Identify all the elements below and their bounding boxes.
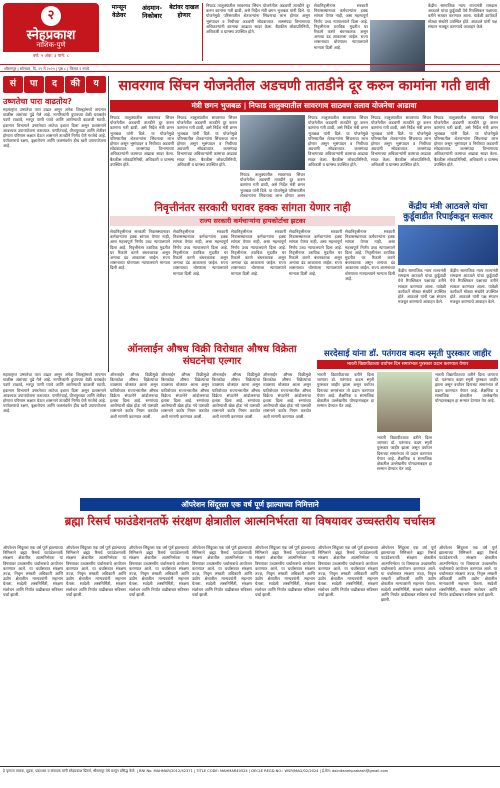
- story4-body-col2: ऑनलाईन औषध विक्रीमुळे किरकोळ औषध विक्रेत्यांचा व्यवसाय धोक्यात आला असून याविरोधात राज्यभरातील औषध विक्रेता संघटनेने आंदोलनाचा इशारा दिला आहे. रुग्णांच्या आरोग्याशी खेळ होऊ नये यासाठी शासनाने कठोर नियम करावेत अशी मागणी करण्यात आली.: [161, 372, 209, 419]
- bottom-body-col1: ऑपरेशन सिंदूरला एक वर्ष पूर्ण झाल्याच्या निमित्ताने ब्रह्मा रिसर्च फाउंडेशनतर्फे संरक्षण क्षेत्रातील आत्मनिर्भरता या विषयावर उच्चस्तरीय चर्चासत्राचे आयोजन करण्यात आले. या चर्चासत्रात संरक्षण तज्ज्ञ, निवृत्त लष्करी अधिकारी आणि उद्योग क्षेत्रातील मान्यवरांनी सहभाग घेतला. स्वदेशी शस्त्रनिर्मिती, संरक्षण संशोधन आणि निर्यात वाढीबाबत सविस्तर चर्चा झाली.: [3, 545, 63, 597]
- story5-headline: सरदेसाई यांना डॉ. पतंगराव कदम स्मृती पुरस्कार जाहीर: [323, 348, 492, 358]
- bottom-body-col5: ऑपरेशन सिंदूरला एक वर्ष पूर्ण झाल्याच्या निमित्ताने ब्रह्मा रिसर्च फाउंडेशनतर्फे संरक्षण क्षेत्रातील आत्मनिर्भरता या विषयावर उच्चस्तरीय चर्चासत्राचे आयोजन करण्यात आले. या चर्चासत्रात संरक्षण तज्ज्ञ, निवृत्त लष्करी अधिकारी आणि उद्योग क्षेत्रातील मान्यवरांनी सहभाग घेतला. स्वदेशी शस्त्रनिर्मिती, संरक्षण संशोधन आणि निर्यात वाढीबाबत सविस्तर चर्चा झाली.: [255, 545, 315, 597]
- story5-subhead: भारती विद्यापीठाच्या वर्धापन दिन समारंभात पुरस्कार प्रदान करण्यात येणार: [317, 360, 498, 369]
- lead-body-col2: निफाड तालुक्यातील सावरगाव सिंचन योजनेतील अडचणी तातडीने दूर करुन कामांना गती द्यावी, असे निर्देश मंत्री छगन भुजबळ यांनी दिले. या योजनेमुळे परिसरातील शेतकऱ्यांना सिंचनाचा लाभ होणार असून भूसंपादन व निधीच्या अडचणी सोडवाव्यात. जलसंपदा विभागाच्या अधिकाऱ्यांनी कामाचा आढावा सादर केला. बैठकीस लोकप्रतिनिधी, अधिकारी व ग्रामस्थ उपस्थित होते.: [177, 115, 237, 167]
- bottom-body-col6: ऑपरेशन सिंदूरला एक वर्ष पूर्ण झाल्याच्या निमित्ताने ब्रह्मा रिसर्च फाउंडेशनतर्फे संरक्षण क्षेत्रातील आत्मनिर्भरता या विषयावर उच्चस्तरीय चर्चासत्राचे आयोजन करण्यात आले. या चर्चासत्रात संरक्षण तज्ज्ञ, निवृत्त लष्करी अधिकारी आणि उद्योग क्षेत्रातील मान्यवरांनी सहभाग घेतला. स्वदेशी शस्त्रनिर्मिती, संरक्षण संशोधन आणि निर्यात वाढीबाबत सविस्तर चर्चा झाली.: [318, 545, 378, 597]
- issue-meta: वर्ष: २ अंक: ३ पाने: ८: [3, 52, 99, 61]
- lead-body-col4: निफाड तालुक्यातील सावरगाव सिंचन योजनेतील अडचणी तातडीने दूर करुन कामांना गती द्यावी, असे निर्देश मंत्री छगन भुजबळ यांनी दिले. या योजनेमुळे परिसरातील शेतकऱ्यांना सिंचनाचा लाभ होणार असून भूसंपादन व निधीच्या अडचणी सोडवाव्यात. जलसंपदा विभागाच्या अधिकाऱ्यांनी कामाचा आढावा सादर केला. बैठकीस लोकप्रतिनिधी, अधिकारी व ग्रामस्थ उपस्थित होते.: [308, 115, 368, 167]
- imprint-footer: हे वृत्तपत्र मालक, मुद्रक, प्रकाशक व संपादक यांनी स्नेहप्रकाश प्रिंटर्स, श्रीरामपूर येथे छापून प्रसिद्ध केले. | RNI No. MAHMAR/2012/42371 | TITLE CODE: MAHMAR40524 | DECLE REGD.NO.: WSR/MAG/02/2024 | ई-मेल: dainiksnehprakash@gmail.com: [0, 766, 500, 788]
- story3-photo: [398, 225, 498, 265]
- column-rule: [108, 76, 109, 372]
- masthead-divider: [202, 3, 203, 61]
- story4-body-col1: ऑनलाईन औषध विक्रीमुळे किरकोळ औषध विक्रेत्यांचा व्यवसाय धोक्यात आला असून याविरोधात राज्यभरातील औषध विक्रेता संघटनेने आंदोलनाचा इशारा दिला आहे. रुग्णांच्या आरोग्याशी खेळ होऊ नये यासाठी शासनाने कठोर नियम करावेत अशी मागणी करण्यात आली.: [110, 372, 158, 419]
- bottom-body-col2: ऑपरेशन सिंदूरला एक वर्ष पूर्ण झाल्याच्या निमित्ताने ब्रह्मा रिसर्च फाउंडेशनतर्फे संरक्षण क्षेत्रातील आत्मनिर्भरता या विषयावर उच्चस्तरीय चर्चासत्राचे आयोजन करण्यात आले. या चर्चासत्रात संरक्षण तज्ज्ञ, निवृत्त लष्करी अधिकारी आणि उद्योग क्षेत्रातील मान्यवरांनी सहभाग घेतला. स्वदेशी शस्त्रनिर्मिती, संरक्षण संशोधन आणि निर्यात वाढीबाबत सविस्तर चर्चा झाली.: [66, 545, 126, 597]
- lead-subhead: मंत्री छगन भुजबळ | निफाड तालुक्यातील सावरगाव साठवण तलाव योजनेचा आढावा: [110, 100, 498, 112]
- editorial-banner: [3, 76, 106, 93]
- bottom-body-col8: ऑपरेशन सिंदूरला एक वर्ष पूर्ण झाल्याच्या निमित्ताने ब्रह्मा रिसर्च फाउंडेशनतर्फे संरक्षण क्षेत्रातील आत्मनिर्भरता या विषयावर उच्चस्तरीय चर्चासत्राचे आयोजन करण्यात आले. या चर्चासत्रात संरक्षण तज्ज्ञ, निवृत्त लष्करी अधिकारी आणि उद्योग क्षेत्रातील मान्यवरांनी सहभाग घेतला. स्वदेशी शस्त्रनिर्मिती, संरक्षण संशोधन आणि निर्यात वाढीबाबत सविस्तर चर्चा झाली.: [439, 545, 497, 597]
- story2-body-col3: सेवानिवृत्तीनंतर सरकारी निवासस्थानावर कर्मचाऱ्यांना हक्क सांगता येणार नाही, असा महत्त्वपूर्ण निर्णय उच्च न्यायालयाने दिला आहे. निवृत्तीनंतर ठराविक मुदतीत घर रिकामे करणे बंधनकारक असून अन्यथा दंड आकारला जाईल. राज्य शासनाच्या धोरणाला न्यायालयाने मान्यता दिली आहे.: [231, 229, 286, 276]
- story4-body-col4: ऑनलाईन औषध विक्रीमुळे किरकोळ औषध विक्रेत्यांचा व्यवसाय धोक्यात आला असून याविरोधात राज्यभरातील औषध विक्रेता संघटनेने आंदोलनाचा इशारा दिला आहे. रुग्णांच्या आरोग्याशी खेळ होऊ नये यासाठी शासनाने कठोर नियम करावेत अशी मागणी करण्यात आली.: [263, 372, 311, 419]
- story3-body-col2: केंद्रीय सामाजिक न्याय राज्यमंत्री रामदास आठवले यांचा कुर्डूवाडी येथे रिपब्लिकन पक्षाच्या वतीने सत्कार करण्यात आला. यावेळी कार्यकर्ते मोठ्या संख्येने उपस्थित होते. आठवले यांनी पक्ष संघटन मजबूत करण्याचे आवाहन केले.: [450, 268, 498, 305]
- bottom-body-col4: ऑपरेशन सिंदूरला एक वर्ष पूर्ण झाल्याच्या निमित्ताने ब्रह्मा रिसर्च फाउंडेशनतर्फे संरक्षण क्षेत्रातील आत्मनिर्भरता या विषयावर उच्चस्तरीय चर्चासत्राचे आयोजन करण्यात आले. या चर्चासत्रात संरक्षण तज्ज्ञ, निवृत्त लष्करी अधिकारी आणि उद्योग क्षेत्रातील मान्यवरांनी सहभाग घेतला. स्वदेशी शस्त्रनिर्मिती, संरक्षण संशोधन आणि निर्यात वाढीबाबत सविस्तर चर्चा झाली.: [192, 545, 252, 597]
- lead-headline: सावरगाव सिंचन योजनेतील अडचणी तातडीने दूर करुन कामांना गती द्यावी: [110, 75, 498, 98]
- story5-body-col3: भारती विद्यापीठाच्या वतीने दिला जाणारा डॉ. पतंगराव कदम स्मृती पुरस्कार जाहीर झाला असून वर्धापन दिनाच्या समारंभात तो प्रदान करण्यात येणार आहे. शैक्षणिक व सामाजिक क्षेत्रातील उल्लेखनीय योगदानाबद्दल हा सन्मान देण्यात येत आहे.: [435, 372, 498, 404]
- bottom-headline: ब्रह्मा रिसर्च फाउंडेशनतर्फे संरक्षण क्षेत्रातील आत्मनिर्भरता या विषयावर उच्चस्तरीय चर्चासत्र: [64, 514, 436, 528]
- story3-headline: केंद्रीय मंत्री आठवले यांचा कुर्डूवाडीत रिपाईकडून सत्कार: [403, 202, 493, 222]
- story4-headline: ऑनलाईन औषध विक्री विरोधात औषध विक्रेता संघटनेचा एल्गार: [127, 344, 297, 367]
- editorial-letter: द: [45, 76, 65, 93]
- paper-name: स्नेहप्रकाश: [26, 28, 76, 43]
- bottom-body-col7: ऑपरेशन सिंदूरला एक वर्ष पूर्ण झाल्याच्या निमित्ताने ब्रह्मा रिसर्च फाउंडेशनतर्फे संरक्षण क्षेत्रातील आत्मनिर्भरता या विषयावर उच्चस्तरीय चर्चासत्राचे आयोजन करण्यात आले. या चर्चासत्रात संरक्षण तज्ज्ञ, निवृत्त लष्करी अधिकारी आणि उद्योग क्षेत्रातील मान्यवरांनी सहभाग घेतला. स्वदेशी शस्त्रनिर्मिती, संरक्षण संशोधन आणि निर्यात वाढीबाबत सविस्तर चर्चा झाली.: [381, 545, 436, 603]
- story2-body-col1: सेवानिवृत्तीनंतर सरकारी निवासस्थानावर कर्मचाऱ्यांना हक्क सांगता येणार नाही, असा महत्त्वपूर्ण निर्णय उच्च न्यायालयाने दिला आहे. निवृत्तीनंतर ठराविक मुदतीत घर रिकामे करणे बंधनकारक असून अन्यथा दंड आकारला जाईल. राज्य शासनाच्या धोरणाला न्यायालयाने मान्यता दिली आहे.: [110, 229, 170, 271]
- lead-body-col6: निफाड तालुक्यातील सावरगाव सिंचन योजनेतील अडचणी तातडीने दूर करुन कामांना गती द्यावी, असे निर्देश मंत्री छगन भुजबळ यांनी दिले. या योजनेमुळे परिसरातील शेतकऱ्यांना सिंचनाचा लाभ होणार असून भूसंपादन व निधीच्या अडचणी सोडवाव्यात. जलसंपदा विभागाच्या अधिकाऱ्यांनी कामाचा आढावा सादर केला. बैठकीस लोकप्रतिनिधी, अधिकारी व ग्रामस्थ उपस्थित होते.: [434, 115, 498, 167]
- masthead-col2: अंदमान-निकोबार: [142, 4, 162, 20]
- editorial-letter: य: [86, 76, 106, 93]
- story2-headline: निवृत्तीनंतर सरकारी घरावर हक्क सांगता येणार नाही: [154, 202, 351, 214]
- editorial-heading: उष्णतेचा पारा वाढतोय?: [3, 97, 72, 106]
- dateline: श्रीरामपूर | सोमवार, दि. २९ मे २०२५ | पृष्ठ ८ | किंमत २ रुपये: [0, 64, 500, 72]
- story2-subhead: राज्य सरकारी कर्मचाऱ्यांना हायकोर्टाचा झटका: [110, 216, 395, 226]
- story5-body-col2: भारती विद्यापीठाच्या वतीने दिला जाणारा डॉ. पतंगराव कदम स्मृती पुरस्कार जाहीर झाला असून वर्धापन दिनाच्या समारंभात तो प्रदान करण्यात येणार आहे. शैक्षणिक व सामाजिक क्षेत्रातील उल्लेखनीय योगदानाबद्दल हा सन्मान देण्यात येत आहे.: [377, 435, 432, 472]
- editorial-letter: पा: [24, 76, 44, 93]
- masthead-brief-3: केंद्रीय सामाजिक न्याय राज्यमंत्री रामदास आठवले यांचा कुर्डूवाडी येथे रिपब्लिकन पक्षाच्या वतीने सत्कार करण्यात आला. यावेळी कार्यकर्ते मोठ्या संख्येने उपस्थित होते. आठवले यांनी पक्ष संघटन मजबूत करण्याचे आवाहन केले.: [428, 3, 497, 29]
- story5-body-col1: भारती विद्यापीठाच्या वतीने दिला जाणारा डॉ. पतंगराव कदम स्मृती पुरस्कार जाहीर झाला असून वर्धापन दिनाच्या समारंभात तो प्रदान करण्यात येणार आहे. शैक्षणिक व सामाजिक क्षेत्रातील उल्लेखनीय योगदानाबद्दल हा सन्मान देण्यात येत आहे.: [317, 372, 374, 409]
- story4-body-col3: ऑनलाईन औषध विक्रीमुळे किरकोळ औषध विक्रेत्यांचा व्यवसाय धोक्यात आला असून याविरोधात राज्यभरातील औषध विक्रेता संघटनेने आंदोलनाचा इशारा दिला आहे. रुग्णांच्या आरोग्याशी खेळ होऊ नये यासाठी शासनाने कठोर नियम करावेत अशी मागणी करण्यात आली.: [212, 372, 260, 419]
- editorial-body: महाराष्ट्रात उष्णतेचा पारा वाढत असून अनेक जिल्ह्यांमध्ये तापमान चाळीस अंशांच्या पुढे गेले आहे. नागरिकांनी दुपारच्या वेळी घराबाहेर पडणे टाळावे, भरपूर पाणी प्यावे आणि आरोग्याची काळजी घ्यावी. हवामान विभागाने उष्णतेच्या लाटेचा इशारा दिला असून प्रशासनाने आवश्यक उपाययोजना कराव्यात. पाणीटंचाई, वीजपुरवठा आणि शेतीवर होणारा परिणाम लक्षात घेऊन शासनाने तातडीने निर्णय घेणे गरजेचे आहे. पर्यावरणाचे रक्षण, वृक्षारोपण आणि जलसंवर्धन हीच खरी उपाययोजना आहे.: [3, 107, 106, 149]
- bottom-body-col3: ऑपरेशन सिंदूरला एक वर्ष पूर्ण झाल्याच्या निमित्ताने ब्रह्मा रिसर्च फाउंडेशनतर्फे संरक्षण क्षेत्रातील आत्मनिर्भरता या विषयावर उच्चस्तरीय चर्चासत्राचे आयोजन करण्यात आले. या चर्चासत्रात संरक्षण तज्ज्ञ, निवृत्त लष्करी अधिकारी आणि उद्योग क्षेत्रातील मान्यवरांनी सहभाग घेतला. स्वदेशी शस्त्रनिर्मिती, संरक्षण संशोधन आणि निर्यात वाढीबाबत सविस्तर चर्चा झाली.: [129, 545, 189, 597]
- masthead: [0, 0, 500, 74]
- editorial-letter: सं: [3, 76, 23, 93]
- lead-photo: [240, 115, 305, 170]
- bottom-banner: ऑपरेशन सिंदूरला एक वर्ष पूर्ण झाल्याच्या निमित्ताने: [80, 498, 420, 511]
- editorial-letter: की: [65, 76, 85, 93]
- edition-label: नाशिक-पुणे: [36, 41, 66, 49]
- story5-photo: [377, 372, 432, 432]
- story3-body-col1: केंद्रीय सामाजिक न्याय राज्यमंत्री रामदास आठवले यांचा कुर्डूवाडी येथे रिपब्लिकन पक्षाच्या वतीने सत्कार करण्यात आला. यावेळी कार्यकर्ते मोठ्या संख्येने उपस्थित होते. आठवले यांनी पक्ष संघटन मजबूत करण्याचे आवाहन केले.: [398, 268, 446, 305]
- lead-body-col5: निफाड तालुक्यातील सावरगाव सिंचन योजनेतील अडचणी तातडीने दूर करुन कामांना गती द्यावी, असे निर्देश मंत्री छगन भुजबळ यांनी दिले. या योजनेमुळे परिसरातील शेतकऱ्यांना सिंचनाचा लाभ होणार असून भूसंपादन व निधीच्या अडचणी सोडवाव्यात. जलसंपदा विभागाच्या अधिकाऱ्यांनी कामाचा आढावा सादर केला. बैठकीस लोकप्रतिनिधी, अधिकारी व ग्रामस्थ उपस्थित होते.: [371, 115, 431, 167]
- editorial-body-cont: महाराष्ट्रात उष्णतेचा पारा वाढत असून अनेक जिल्ह्यांमध्ये तापमान चाळीस अंशांच्या पुढे गेले आहे. नागरिकांनी दुपारच्या वेळी घराबाहेर पडणे टाळावे, भरपूर पाणी प्यावे आणि आरोग्याची काळजी घ्यावी. हवामान विभागाने उष्णतेच्या लाटेचा इशारा दिला असून प्रशासनाने आवश्यक उपाययोजना कराव्यात. पाणीटंचाई, वीजपुरवठा आणि शेतीवर होणारा परिणाम लक्षात घेऊन शासनाने तातडीने निर्णय घेणे गरजेचे आहे. पर्यावरणाचे रक्षण, वृक्षारोपण आणि जलसंवर्धन हीच खरी उपाययोजना आहे.: [3, 372, 106, 414]
- story2-body-col4: सेवानिवृत्तीनंतर सरकारी निवासस्थानावर कर्मचाऱ्यांना हक्क सांगता येणार नाही, असा महत्त्वपूर्ण निर्णय उच्च न्यायालयाने दिला आहे. निवृत्तीनंतर ठराविक मुदतीत घर रिकामे करणे बंधनकारक असून अन्यथा दंड आकारला जाईल. राज्य शासनाच्या धोरणाला न्यायालयाने मान्यता दिली आहे.: [289, 229, 342, 276]
- story2-body-col5: सेवानिवृत्तीनंतर सरकारी निवासस्थानावर कर्मचाऱ्यांना हक्क सांगता येणार नाही, असा महत्त्वपूर्ण निर्णय उच्च न्यायालयाने दिला आहे. निवृत्तीनंतर ठराविक मुदतीत घर रिकामे करणे बंधनकारक असून अन्यथा दंड आकारला जाईल. राज्य शासनाच्या धोरणाला न्यायालयाने मान्यता दिली आहे.: [345, 229, 395, 281]
- masthead-col1: मान्सून वेळेवर: [111, 4, 127, 19]
- paper-logo: [3, 3, 99, 61]
- story2-body-col2: सेवानिवृत्तीनंतर सरकारी निवासस्थानावर कर्मचाऱ्यांना हक्क सांगता येणार नाही, असा महत्त्वपूर्ण निर्णय उच्च न्यायालयाने दिला आहे. निवृत्तीनंतर ठराविक मुदतीत घर रिकामे करणे बंधनकारक असून अन्यथा दंड आकारला जाईल. राज्य शासनाच्या धोरणाला न्यायालयाने मान्यता दिली आहे.: [173, 229, 228, 276]
- masthead-col3: बेटांवर दाखल होणार: [169, 4, 199, 19]
- masthead-brief-1: निफाड तालुक्यातील सावरगाव सिंचन योजनेतील अडचणी तातडीने दूर करुन कामांना गती द्यावी, असे निर्देश मंत्री छगन भुजबळ यांनी दिले. या योजनेमुळे परिसरातील शेतकऱ्यांना सिंचनाचा लाभ होणार असून भूसंपादन व निधीच्या अडचणी सोडवाव्यात. जलसंपदा विभागाच्या अधिकाऱ्यांनी कामाचा आढावा सादर केला. बैठकीस लोकप्रतिनिधी, अधिकारी व ग्रामस्थ उपस्थित होते.: [206, 3, 310, 35]
- lead-body-col1: निफाड तालुक्यातील सावरगाव सिंचन योजनेतील अडचणी तातडीने दूर करुन कामांना गती द्यावी, असे निर्देश मंत्री छगन भुजबळ यांनी दिले. या योजनेमुळे परिसरातील शेतकऱ्यांना सिंचनाचा लाभ होणार असून भूसंपादन व निधीच्या अडचणी सोडवाव्यात. जलसंपदा विभागाच्या अधिकाऱ्यांनी कामाचा आढावा सादर केला. बैठकीस लोकप्रतिनिधी, अधिकारी व ग्रामस्थ उपस्थित होते.: [110, 115, 174, 167]
- lead-body-col3: निफाड तालुक्यातील सावरगाव सिंचन योजनेतील अडचणी तातडीने दूर करुन कामांना गती द्यावी, असे निर्देश मंत्री छगन भुजबळ यांनी दिले. या योजनेमुळे परिसरातील शेतकऱ्यांना सिंचनाचा लाभ होणार असून: [240, 172, 305, 197]
- issue-number: २: [41, 6, 61, 26]
- masthead-brief-2: सेवानिवृत्तीनंतर सरकारी निवासस्थानावर कर्मचाऱ्यांना हक्क सांगता येणार नाही, असा महत्त्वपूर्ण निर्णय उच्च न्यायालयाने दिला आहे. निवृत्तीनंतर ठराविक मुदतीत घर रिकामे करणे बंधनकारक असून अन्यथा दंड आकारला जाईल. राज्य शासनाच्या धोरणाला न्यायालयाने मान्यता दिली आहे.: [314, 3, 368, 50]
